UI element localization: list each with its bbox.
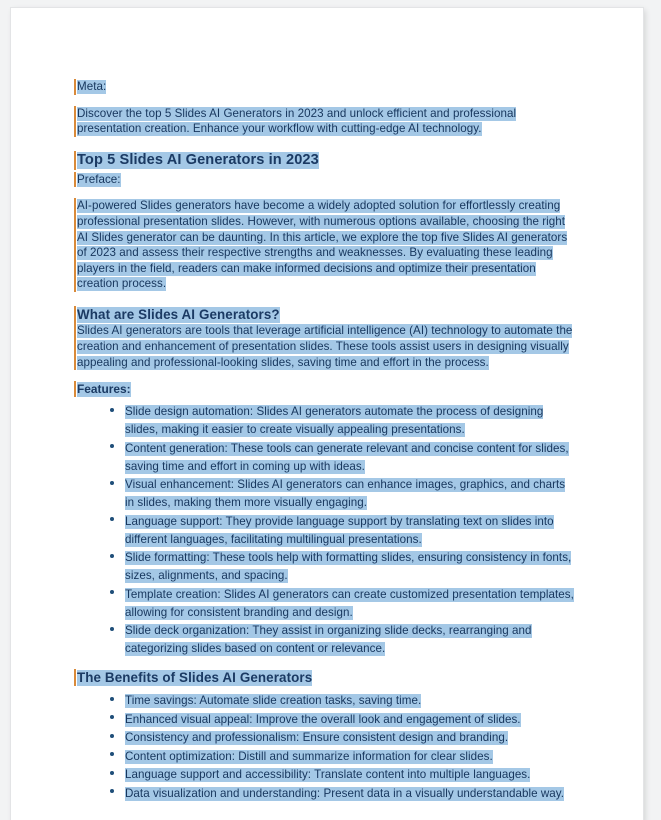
list-item-text: Language support and accessibility: Translate content into multiple languages. [125, 768, 531, 782]
benefits-heading-line [77, 669, 577, 687]
bullet-icon [110, 408, 114, 412]
list-item[interactable] [77, 439, 577, 475]
list-item-text: Content optimization: Distill and summarize information for clear slides. [125, 749, 493, 763]
spacer [77, 95, 577, 106]
preface-body-line [77, 198, 577, 292]
bullet-icon [110, 789, 114, 793]
list-item[interactable] [77, 728, 577, 746]
meta-label-line [77, 79, 577, 95]
list-item-text: Enhanced visual appeal: Improve the overall look and engagement of slides. [125, 712, 521, 726]
benefits-heading: The Benefits of Slides AI Generators [77, 669, 313, 685]
bullet-icon [110, 697, 114, 701]
change-bar [74, 106, 76, 137]
features-heading-block[interactable] [77, 381, 577, 397]
page-title: Top 5 Slides AI Generators in 2023 [77, 151, 319, 168]
bullet-icon [110, 444, 114, 448]
benefits-list[interactable] [77, 691, 577, 802]
preface-body: AI-powered Slides generators have become a widely adopted solution for effortlessly creating professional presentation slides. However, with numerous options available, choosing the right AI Slides generator can be daunting. In this article, we explore the top five Slides AI generators of 2023 and assess their respective strengths and weaknesses. By evaluating these leading players in the field, readers can make informed decisions and optimize their presentation creation process. [77, 199, 568, 291]
document-page[interactable] [11, 8, 643, 820]
spacer [77, 658, 577, 669]
page-title-line [77, 151, 577, 170]
features-heading: Features: [77, 382, 131, 397]
what-are-body-line [77, 323, 577, 370]
features-list[interactable] [77, 402, 577, 657]
bullet-icon [110, 481, 114, 485]
change-bar [74, 79, 76, 95]
list-item-text: Consistency and professionalism: Ensure consistent design and branding. [125, 731, 509, 745]
list-item[interactable] [77, 691, 577, 709]
meta-description: Discover the top 5 Slides AI Generators in 2023 and unlock efficient and professional presentation creation. Enhance your workflow with cutting-edge AI technology. [77, 106, 517, 136]
list-item-text: Language support: They provide language support by translating text on slides into different languages, facilitating multilingual presentations. [125, 514, 554, 546]
list-item-text: Slide design automation: Slides AI generators automate the process of designing slides, making it easier to create visually appealing presentations. [125, 405, 544, 437]
list-item[interactable] [77, 747, 577, 765]
change-bar [74, 151, 76, 170]
list-item[interactable] [77, 548, 577, 584]
list-item[interactable] [77, 710, 577, 728]
spacer [77, 137, 577, 151]
list-item-text: Data visualization and understanding: Present data in a visually understandable way. [125, 786, 565, 800]
bullet-icon [110, 715, 114, 719]
change-bar [74, 323, 76, 370]
bullet-icon [110, 554, 114, 558]
what-are-heading-line [77, 306, 577, 324]
list-item[interactable] [77, 784, 577, 802]
change-bar [74, 381, 76, 397]
list-item[interactable] [77, 765, 577, 783]
list-item[interactable] [77, 621, 577, 657]
list-item-text: Time savings: Automate slide creation tasks, saving time. [125, 694, 422, 708]
meta-label-block[interactable] [77, 79, 577, 95]
list-item-text: Content generation: These tools can generate relevant and concise content for slides, saving time and effort in coming up with ideas. [125, 441, 569, 473]
preface-label-block[interactable] [77, 172, 577, 188]
what-are-heading: What are Slides AI Generators? [77, 306, 280, 322]
list-item[interactable] [77, 475, 577, 511]
change-bar [74, 669, 76, 687]
change-bar [74, 306, 76, 324]
meta-label: Meta: [77, 80, 107, 93]
bullet-icon [110, 627, 114, 631]
what-are-heading-block[interactable] [77, 306, 577, 324]
change-bar [74, 172, 76, 188]
spacer [77, 370, 577, 381]
preface-label: Preface: [77, 172, 121, 186]
meta-description-line [77, 106, 577, 137]
bullet-icon [110, 517, 114, 521]
list-item[interactable] [77, 512, 577, 548]
preface-body-block[interactable] [77, 198, 577, 292]
meta-description-block[interactable] [77, 106, 577, 137]
bullet-icon [110, 590, 114, 594]
list-item-text: Slide deck organization: They assist in organizing slide decks, rearranging and categorizing slides based on content or relevance. [125, 624, 532, 656]
preface-label-line [77, 172, 577, 188]
list-item[interactable] [77, 402, 577, 438]
bullet-icon [110, 752, 114, 756]
spacer [77, 292, 577, 306]
list-item-text: Visual enhancement: Slides AI generators can enhance images, graphics, and charts in slides, making them more visually engaging. [125, 478, 566, 510]
bullet-icon [110, 734, 114, 738]
features-heading-line [77, 381, 577, 397]
bullet-icon [110, 771, 114, 775]
list-item-text: Slide formatting: These tools help with formatting slides, ensuring consistency in fonts, sizes, alignments, and spacing. [125, 551, 572, 583]
list-item-text: Template creation: Slides AI generators can create customized presentation templates, allowing for consistent branding and design. [125, 587, 574, 619]
spacer [77, 187, 577, 198]
change-bar [74, 198, 76, 292]
title-block[interactable] [77, 151, 577, 170]
list-item[interactable] [77, 585, 577, 621]
benefits-heading-block[interactable] [77, 669, 577, 687]
what-are-body: Slides AI generators are tools that leverage artificial intelligence (AI) technology to automate the creation and enhancement of presentation slides. These tools assist users in designing visually appealing and professional-looking slides, saving time and effort in the process. [77, 324, 573, 369]
what-are-body-block[interactable] [77, 323, 577, 370]
document-body[interactable] [77, 79, 577, 802]
